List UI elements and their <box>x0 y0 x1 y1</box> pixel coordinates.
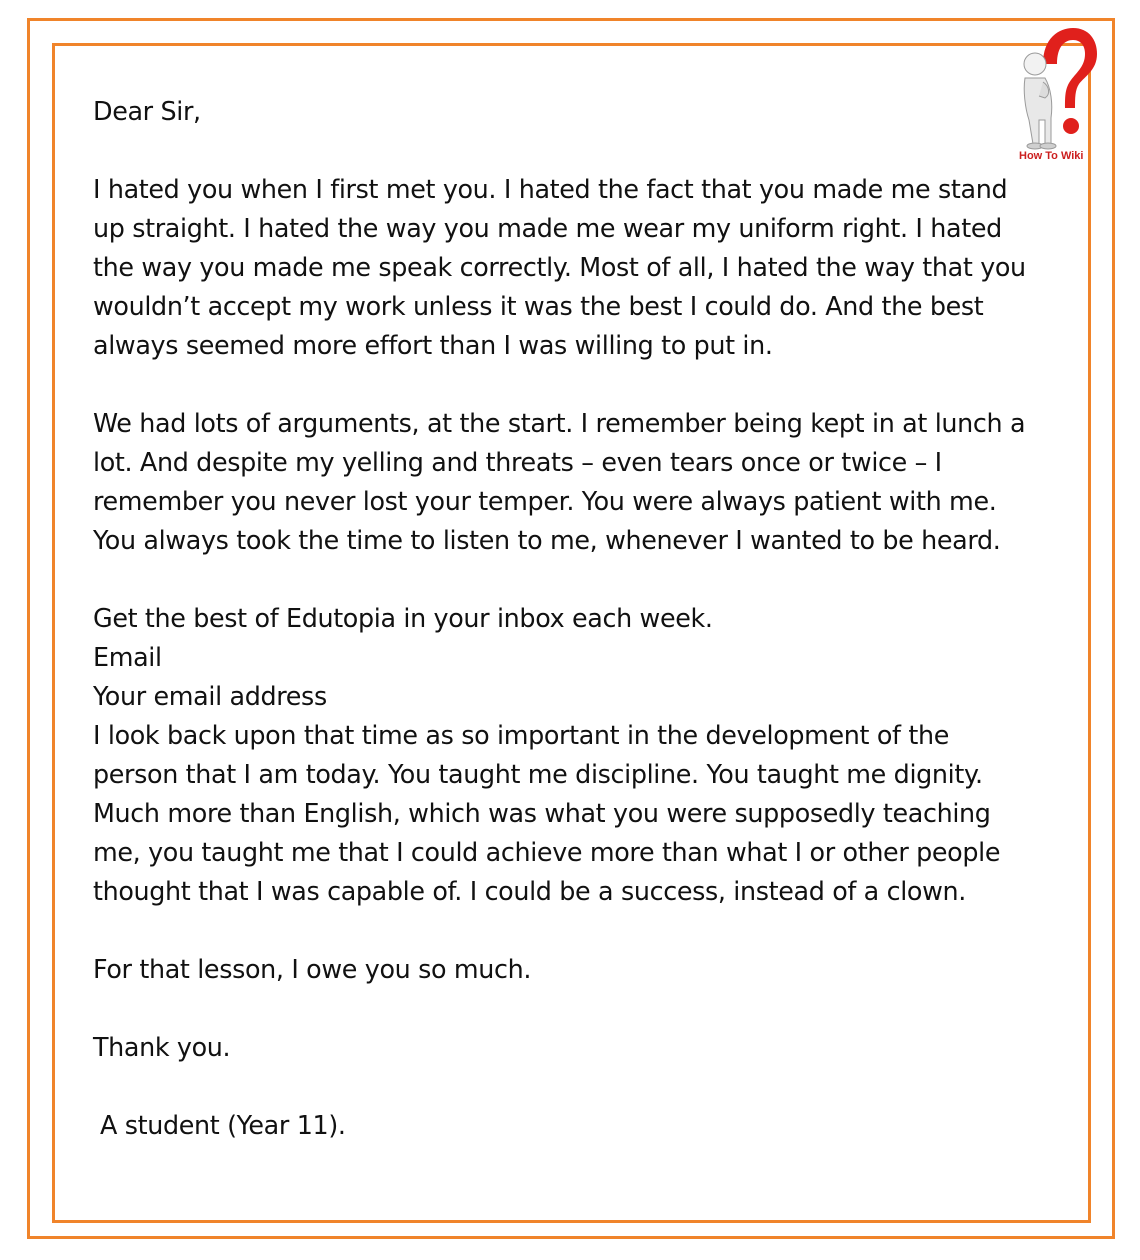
paragraph-line: remember you never lost your temper. You were always patient with me. <box>93 486 997 516</box>
email-label: Email <box>93 642 162 672</box>
paragraph-2 <box>93 404 1083 560</box>
paragraph-line: the way you made me speak correctly. Most of all, I hated the way that you <box>93 252 1026 282</box>
newsletter-block <box>93 599 1083 716</box>
paragraph-line: I hated you when I first met you. I hated the fact that you made me stand <box>93 174 1008 204</box>
paragraph-line: me, you taught me that I could achieve more than what I or other people <box>93 837 1001 867</box>
greeting: Dear Sir, <box>93 96 201 126</box>
closing: Thank you. <box>93 1032 231 1062</box>
newsletter-promo: Get the best of Edutopia in your inbox each week. <box>93 603 713 633</box>
paragraph-line: lot. And despite my yelling and threats – even tears once or twice – I <box>93 447 942 477</box>
email-placeholder: Your email address <box>93 681 327 711</box>
paragraph-line: Much more than English, which was what you were supposedly teaching <box>93 798 991 828</box>
paragraph-line: person that I am today. You taught me discipline. You taught me dignity. <box>93 759 983 789</box>
paragraph-line: always seemed more effort than I was willing to put in. <box>93 330 773 360</box>
paragraph-3 <box>93 716 1083 911</box>
letter-body <box>93 92 1083 1184</box>
paragraph-line: You always took the time to listen to me, whenever I wanted to be heard. <box>93 525 1001 555</box>
paragraph-line: wouldn’t accept my work unless it was the best I could do. And the best <box>93 291 984 321</box>
paragraph-1 <box>93 170 1083 365</box>
paragraph-line: thought that I was capable of. I could be a success, instead of a clown. <box>93 876 966 906</box>
signature: A student (Year 11). <box>100 1110 346 1140</box>
paragraph-line: We had lots of arguments, at the start. I remember being kept in at lunch a <box>93 408 1026 438</box>
paragraph-4: For that lesson, I owe you so much. <box>93 954 532 984</box>
logo-text: How To Wiki <box>1019 150 1084 162</box>
paragraph-line: I look back upon that time as so important in the development of the <box>93 720 949 750</box>
paragraph-line: up straight. I hated the way you made me wear my uniform right. I hated <box>93 213 1002 243</box>
